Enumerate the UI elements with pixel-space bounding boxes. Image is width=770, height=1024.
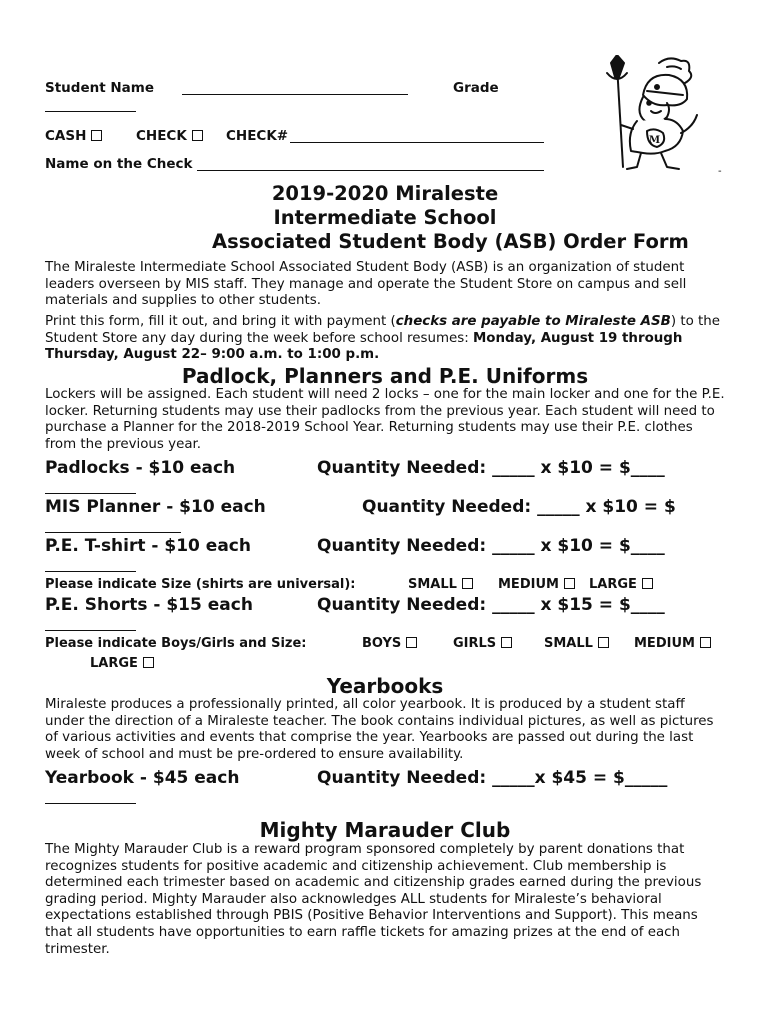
shorts-total-line[interactable] xyxy=(45,630,136,631)
tshirt-size-small[interactable] xyxy=(408,577,473,592)
tshirt-size-large[interactable] xyxy=(589,577,653,592)
small-label: SMALL xyxy=(544,636,593,651)
large-checkbox[interactable] xyxy=(143,657,154,668)
tshirt-label: P.E. T-shirt - $10 each xyxy=(45,536,251,556)
shorts-label: P.E. Shorts - $15 each xyxy=(45,595,253,615)
medium-label: MEDIUM xyxy=(634,636,695,651)
instructions-start: Print this form, fill it out, and bring it with payment ( xyxy=(45,314,396,329)
padlocks-quantity[interactable]: Quantity Needed: _____ x $10 = $____ xyxy=(317,458,665,478)
tshirt-total-line[interactable] xyxy=(45,571,136,572)
shorts-girls-option[interactable] xyxy=(453,636,512,651)
student-name-label: Student Name xyxy=(45,80,155,96)
name-on-check-field[interactable] xyxy=(197,170,544,171)
svg-text:M: M xyxy=(649,135,661,146)
check-number-field[interactable] xyxy=(290,142,544,143)
title-line-1: 2019-2020 Miraleste xyxy=(271,182,499,205)
cash-option xyxy=(45,128,102,144)
padlock-section-heading: Padlock, Planners and P.E. Uniforms xyxy=(181,364,589,388)
yearbooks-heading: Yearbooks xyxy=(326,674,444,698)
planner-total-line[interactable] xyxy=(45,532,181,533)
small-checkbox[interactable] xyxy=(598,637,609,648)
knight-mascot-icon xyxy=(597,55,717,173)
check-checkbox[interactable] xyxy=(192,130,203,141)
large-label: LARGE xyxy=(90,656,138,671)
name-on-check-label: Name on the Check xyxy=(45,156,193,172)
shorts-quantity[interactable]: Quantity Needed: _____ x $15 = $____ xyxy=(317,595,665,615)
girls-label: GIRLS xyxy=(453,636,497,651)
medium-label: MEDIUM xyxy=(498,577,559,592)
medium-checkbox[interactable] xyxy=(564,578,575,589)
planner-label: MIS Planner - $10 each xyxy=(45,497,266,517)
padlocks-label: Padlocks - $10 each xyxy=(45,458,236,478)
large-label: LARGE xyxy=(589,577,637,592)
girls-checkbox[interactable] xyxy=(501,637,512,648)
logo-dash: - xyxy=(718,166,722,177)
check-option xyxy=(136,128,203,144)
tshirt-size-prompt: Please indicate Size (shirts are universal): xyxy=(45,577,356,592)
tshirt-quantity[interactable]: Quantity Needed: _____ x $10 = $____ xyxy=(317,536,665,556)
boys-label: BOYS xyxy=(362,636,402,651)
shorts-medium-option[interactable] xyxy=(634,636,711,651)
marauder-heading: Mighty Marauder Club xyxy=(259,818,511,842)
student-name-field[interactable] xyxy=(182,94,408,95)
tshirt-size-medium[interactable] xyxy=(498,577,575,592)
planner-quantity[interactable]: Quantity Needed: _____ x $10 = $ xyxy=(362,497,676,517)
check-number-label: CHECK# xyxy=(226,128,289,144)
marauder-text: The Mighty Marauder Club is a reward program sponsored completely by parent donations that recognizes students for positive academic and citizenship achievement. Club membership is determined each trimester based on academic and citizenship grades earned during the previous grading period. Mighty Marauder also acknowledges ALL students for Miraleste’s behavioral expectations established through PBIS (Positive Behavior Interventions and Support). This means that all students have opportunities to earn raffle tickets for amazing prizes at the end of each trimester. xyxy=(45,842,702,957)
yearbook-label: Yearbook - $45 each xyxy=(45,768,240,788)
grade-label: Grade xyxy=(453,80,499,96)
shorts-small-option[interactable] xyxy=(544,636,609,651)
large-checkbox[interactable] xyxy=(642,578,653,589)
shorts-large-option[interactable] xyxy=(90,656,154,671)
small-checkbox[interactable] xyxy=(462,578,473,589)
cash-checkbox[interactable] xyxy=(91,130,102,141)
padlock-section-text: Lockers will be assigned. Each student will need 2 locks – one for the main locker and one for the P.E. locker. Returning students may use their padlocks from the previous year. Each student will need to purchase a Planner for the 2018-2019 School Year. Returning students may use their P.E. clothes from the previous year. xyxy=(45,387,725,452)
cash-label: CASH xyxy=(45,128,87,144)
yearbook-quantity[interactable]: Quantity Needed: _____x $45 = $_____ xyxy=(317,768,668,788)
store-hours: Monday, August 19 through Thursday, August 22– 9:00 a.m. to 1:00 p.m. xyxy=(45,330,683,363)
boys-checkbox[interactable] xyxy=(406,637,417,648)
grade-field[interactable] xyxy=(45,111,136,112)
small-label: SMALL xyxy=(408,577,457,592)
shorts-boys-option[interactable] xyxy=(362,636,417,651)
check-label: CHECK xyxy=(136,128,187,144)
yearbooks-text: Miraleste produces a professionally printed, all color yearbook. It is produced by a student staff under the direction of a Miraleste teacher. The book contains individual pictures, as well as pictures of various activities and events that comprise the year. Yearbooks are passed out during the last week of school and must be pre-ordered to ensure availability. xyxy=(45,697,714,762)
instructions-mid: ) to the Student Store any day during the week before school resumes: xyxy=(45,314,721,346)
padlocks-total-line[interactable] xyxy=(45,493,136,494)
intro-paragraph: The Miraleste Intermediate School Associated Student Body (ASB) is an organization of student leaders overseen by MIS staff. They manage and operate the Student Store on campus and sell materials and supplies to other students. xyxy=(45,260,687,309)
yearbook-total-line[interactable] xyxy=(45,803,136,804)
title-line-2: Intermediate School xyxy=(273,206,497,229)
checks-payable-note: checks are payable to Miraleste ASB xyxy=(395,314,671,329)
instructions-paragraph xyxy=(45,314,727,364)
title-line-3: Associated Student Body (ASB) Order Form xyxy=(212,230,689,253)
shorts-size-prompt: Please indicate Boys/Girls and Size: xyxy=(45,636,307,651)
medium-checkbox[interactable] xyxy=(700,637,711,648)
